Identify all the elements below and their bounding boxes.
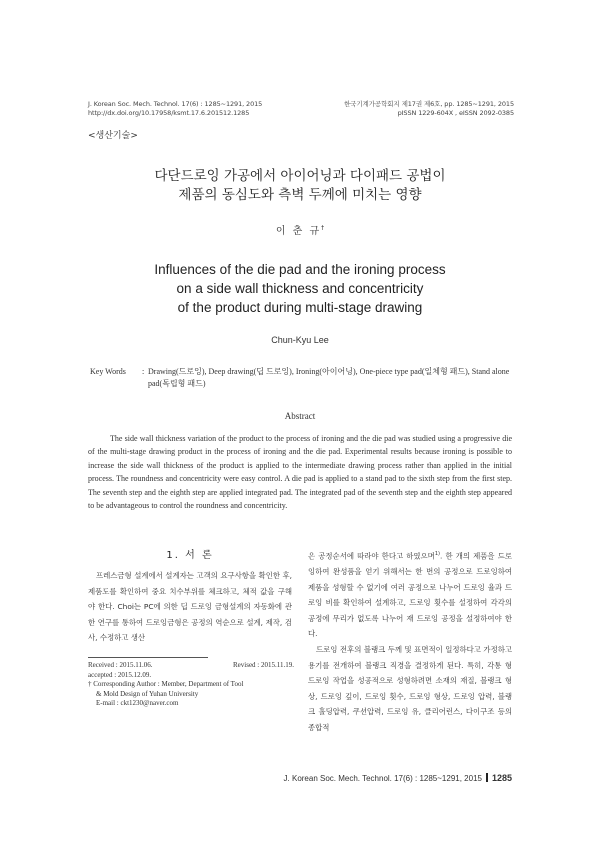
header-journal-ko: [336, 100, 514, 118]
page-footer: [250, 773, 512, 783]
keywords-text: Drawing(드로잉), Deep drawing(딥 드로잉), Ironing(아이어닝), One-piece type pad(일체형 패드), Stand alone pad(독립형 패드): [148, 367, 510, 388]
accepted-date: accepted : 2015.12.09.: [88, 670, 152, 679]
author-email[interactable]: E-mail : ckt1230@naver.com: [96, 699, 179, 708]
author-ko: [0, 222, 600, 237]
right-paragraph-2: 드로잉 전후의 블랭크 두께 및 표면적이 일정하다고 가정하고 용기를 전개하여 블랭크 직경을 결정하게 된다. 특히, 각통 형 드로잉 작업을 성공적으로 성형하려면 소재의 재질, 블랭크 형상, 드로잉 깊이, 드로잉 횟수, 드로잉 형상, 드로잉 압력, 블랭크 홀딩압력, 쿠션압력, 드로잉 유, 클리어런스, 다이구조 등의 종합적: [308, 645, 512, 732]
reference-mark[interactable]: 1): [434, 551, 440, 557]
received-date: Received : 2015.11.06.: [88, 661, 153, 669]
header-doi[interactable]: http://dx.doi.org/10.17958/ksmt.17.6.201512.1285: [88, 109, 250, 117]
header-issn: pISSN 1229-604X , eISSN 2092-0385: [397, 109, 514, 117]
header-volume-ko: 한국기계가공학회지 제17권 제6호, pp. 1285~1291, 2015: [344, 100, 514, 108]
section-heading: 1. 서 론: [166, 550, 214, 561]
title-ko-line1: 다단드로잉 가공에서 아이어닝과 다이패드 공법이: [154, 168, 446, 184]
header-citation: [88, 100, 262, 118]
author-en: Chun-Kyu Lee: [271, 335, 329, 345]
abstract-heading: Abstract: [284, 411, 316, 421]
section-tag: <생산기술>: [88, 131, 138, 141]
keywords-colon: :: [142, 367, 145, 376]
right-column: [308, 547, 512, 736]
footer-divider: [486, 773, 488, 782]
revised-date: Revised : 2015.11.19.: [233, 661, 294, 669]
intro-paragraph: 프레스금형 설계에서 설계자는 고객의 요구사항을 확인한 후, 제품도를 확인하여 중요 치수부위를 체크하고, 체적 값을 구해야 한다. Choi는 PC에 의한 딥 드로잉 금형설계의 자동화에 관한 연구를 통하여 드로잉금형은 공정의 역순으로 설계, 제작, 검사, 수정하고 생산: [88, 571, 292, 643]
header-journal: J. Korean Soc. Mech. Technol. 17(6) : 1285~1291, 2015: [88, 100, 263, 108]
title-en-line2: on a side wall thickness and concentricity: [176, 281, 424, 296]
footer-citation: J. Korean Soc. Mech. Technol. 17(6) : 1285~1291, 2015: [283, 774, 482, 783]
footnote-divider: [88, 657, 208, 658]
right-paragraph-1: 은 공정순서에 따라야 한다고 하였으며$^{1)}$. 한 개의 제품을 드로잉하여 완성품을 얻기 위해서는 한 번의 공정으로 드로잉하여 제품을 성형할 수 없기에 여러 공정으로 나누어 드로잉 율과 드로잉 비를 확인하여 설계하고, 드로잉 횟수를 설정하여 각각의 공정에 무리가 없도록 나누어 재 드로잉 공정을 설정하여야 한다.: [308, 551, 512, 639]
title-en-line1: Influences of the die pad and the ironing process: [154, 262, 446, 277]
corresponding-mark: †: [321, 224, 325, 232]
title-en-line3: of the product during multi-stage drawing: [177, 300, 423, 315]
received-row: [88, 661, 294, 671]
author-ko-name: 이 춘 규: [275, 226, 322, 237]
title-ko-line2: 제품의 동심도와 측벽 두께에 미치는 영향: [178, 187, 422, 203]
corresponding-affiliation: & Mold Design of Yuhan University: [96, 689, 199, 698]
page-number: 1285: [491, 773, 512, 783]
abstract-body: The side wall thickness variation of the product to the process of ironing and the die pad was studied using a progressive die of the multi-stage drawing product in the process of ironing and the die pad. Experimental results because ironing is possible to increase the side wall thickness of the product is applied to the intermediate drawing process rather than applied in the initial process. The roundness and concentricity were easy control. A die pad is applied to a stand pad to the sixth step from the first step. The seventh step and the eighth step are applied integrated pad. The integrated pad of the seventh step and the eighth step appeared to be advantageous to control the roundness and concentricity.: [88, 434, 512, 511]
keywords-label: Key Words: [90, 367, 126, 376]
corresponding-author: † Corresponding Author : Member, Department of Tool: [88, 680, 244, 689]
footnotes: [88, 661, 294, 709]
